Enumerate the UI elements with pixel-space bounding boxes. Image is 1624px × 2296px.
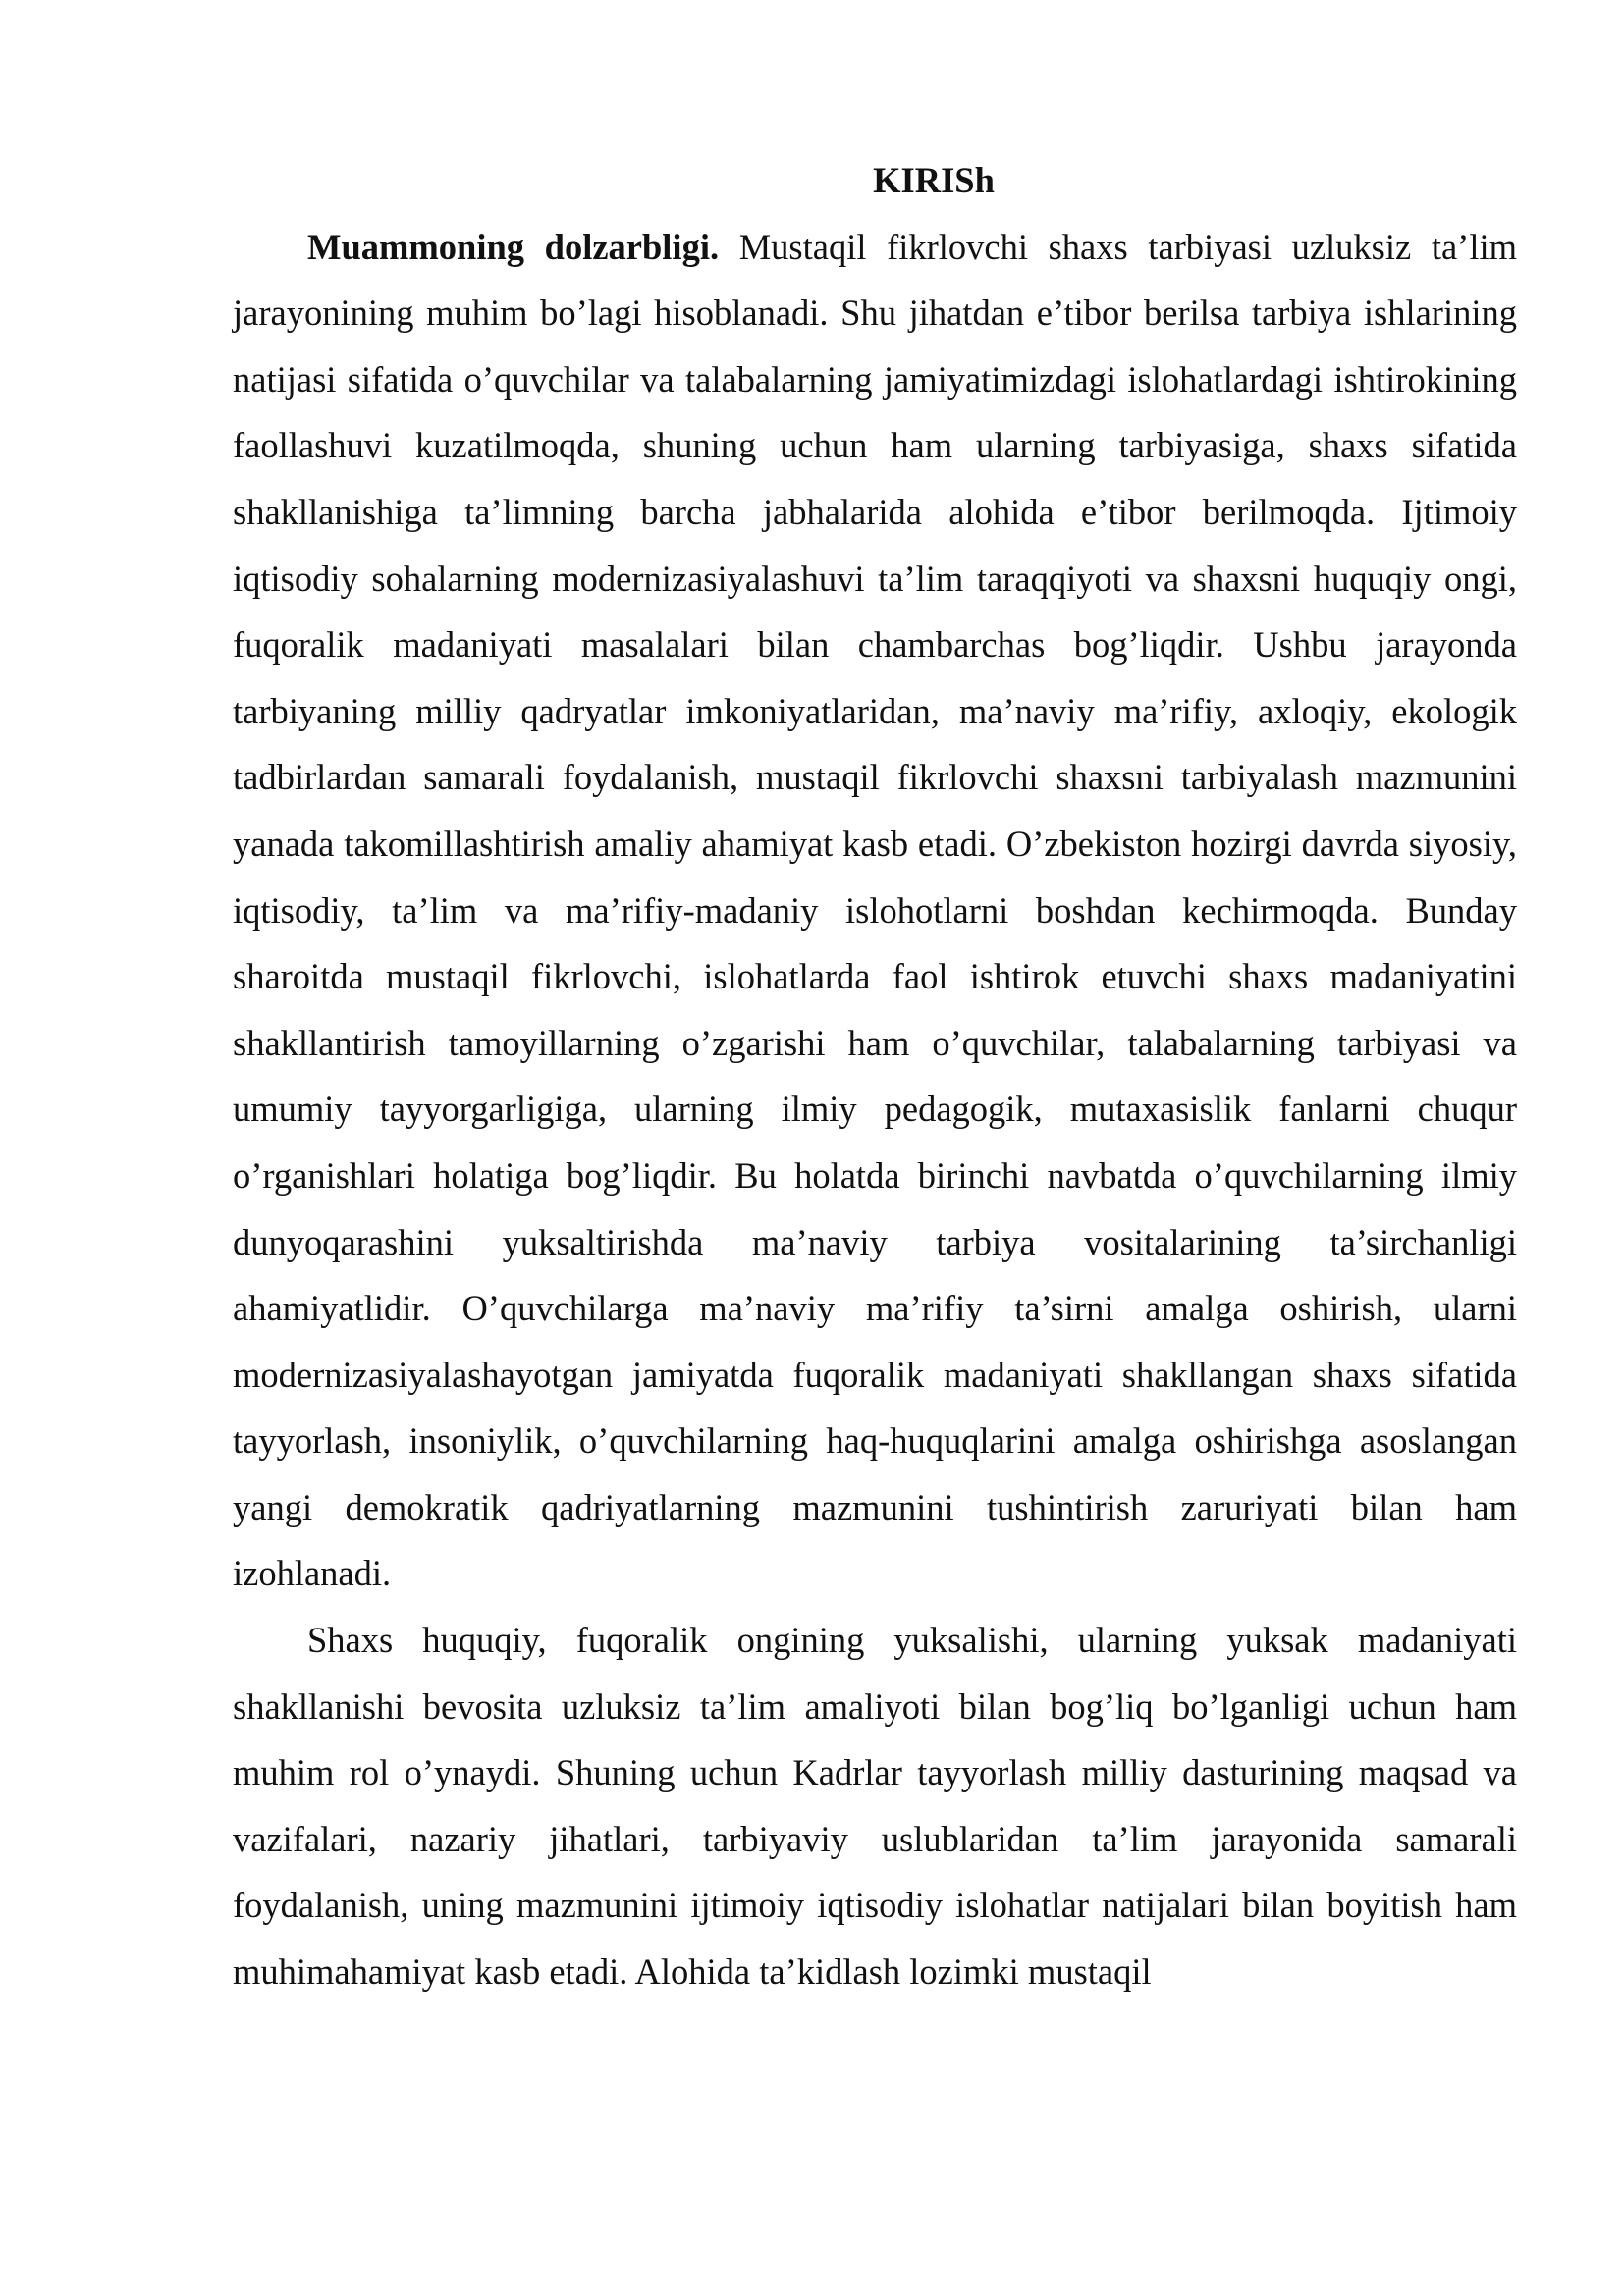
document-body [233, 147, 1517, 2005]
paragraph-text: Mustaqil fikrlovchi shaxs tarbiyasi uzluksiz ta’lim jarayonining muhim bo’lagi hisoblanadi. Shu jihatdan e’tibor berilsa tarbiya ishlarining natijasi sifatida o’quvchilar va talabalarning jamiyatimizdagi islohatlardagi ishtirokining faollashuvi kuzatilmoqda, shuning uchun ham ularning tarbiyasiga, shaxs sifatida shakllanishiga ta’limning barcha jabhalarida alohida e’tibor berilmoqda. Ijtimoiy iqtisodiy sohalarning modernizasiyalashuvi ta’lim taraqqiyoti va shaxsni huquqiy ongi, fuqoralik madaniyati masalalari bilan chambarchas bog’liqdir. Ushbu jarayonda tarbiyaning milliy qadryatlar imkoniyatlaridan, ma’naviy ma’rifiy, axloqiy, ekologik tadbirlardan samarali foydalanish, mustaqil fikrlovchi shaxsni tarbiyalash mazmunini yanada takomillashtirish amaliy ahamiyat kasb etadi. O’zbekiston hozirgi davrda siyosiy, iqtisodiy, ta’lim va ma’rifiy-madaniy islohotlarni boshdan kechirmoqda. Bunday sharoitda mustaqil fikrlovchi, islohatlarda faol ishtirok etuvchi shaxs madaniyatini shakllantirish tamoyillarning o’zgarishi ham o’quvchilar, talabalarning tarbiyasi va umumiy tayyorgarligiga, ularning ilmiy pedagogik, mutaxasislik fanlarni chuqur o’rganishlari holatiga bog’liqdir. Bu holatda birinchi navbatda o’quvchilarning ilmiy dunyoqarashini yuksaltirishda ma’naviy tarbiya vositalarining ta’sirchanligi ahamiyatlidir. O’quvchilarga ma’naviy ma’rifiy ta’sirni amalga oshirish, ularni modernizasiyalashayotgan jamiyatda fuqoralik madaniyati shakllangan shaxs sifatida tayyorlash, insoniylik, o’quvchilarning haq-huquqlarini amalga oshirishga asoslangan yangi demokratik qadriyatlarning mazmunini tushintirish zaruriyati bilan ham izohlanadi. [233, 226, 1517, 1594]
paragraph-relevance [233, 214, 1517, 1607]
paragraph-text: Shaxs huquqiy, fuqoralik ongining yuksalishi, ularning yuksak madaniyati shakllanishi bevosita uzluksiz ta’lim amaliyoti bilan bog’liq bo’lganligi uchun ham muhim rol o’ynaydi. Shuning uchun Kadrlar tayyorlash milliy dasturining maqsad va vazifalari, nazariy jihatlari, tarbiyaviy uslublaridan ta’lim jarayonida samarali foydalanish, uning mazmunini ijtimoiy iqtisodiy islohatlar natijalari bilan boyitish ham muhimahamiyat kasb etadi. Alohida ta’kidlash lozimki mustaqil [233, 1620, 1517, 1993]
page-title: KIRISh [873, 160, 995, 200]
paragraph-second [233, 1607, 1517, 2005]
paragraph-lead: Muammoning dolzarbligi. [307, 226, 720, 267]
